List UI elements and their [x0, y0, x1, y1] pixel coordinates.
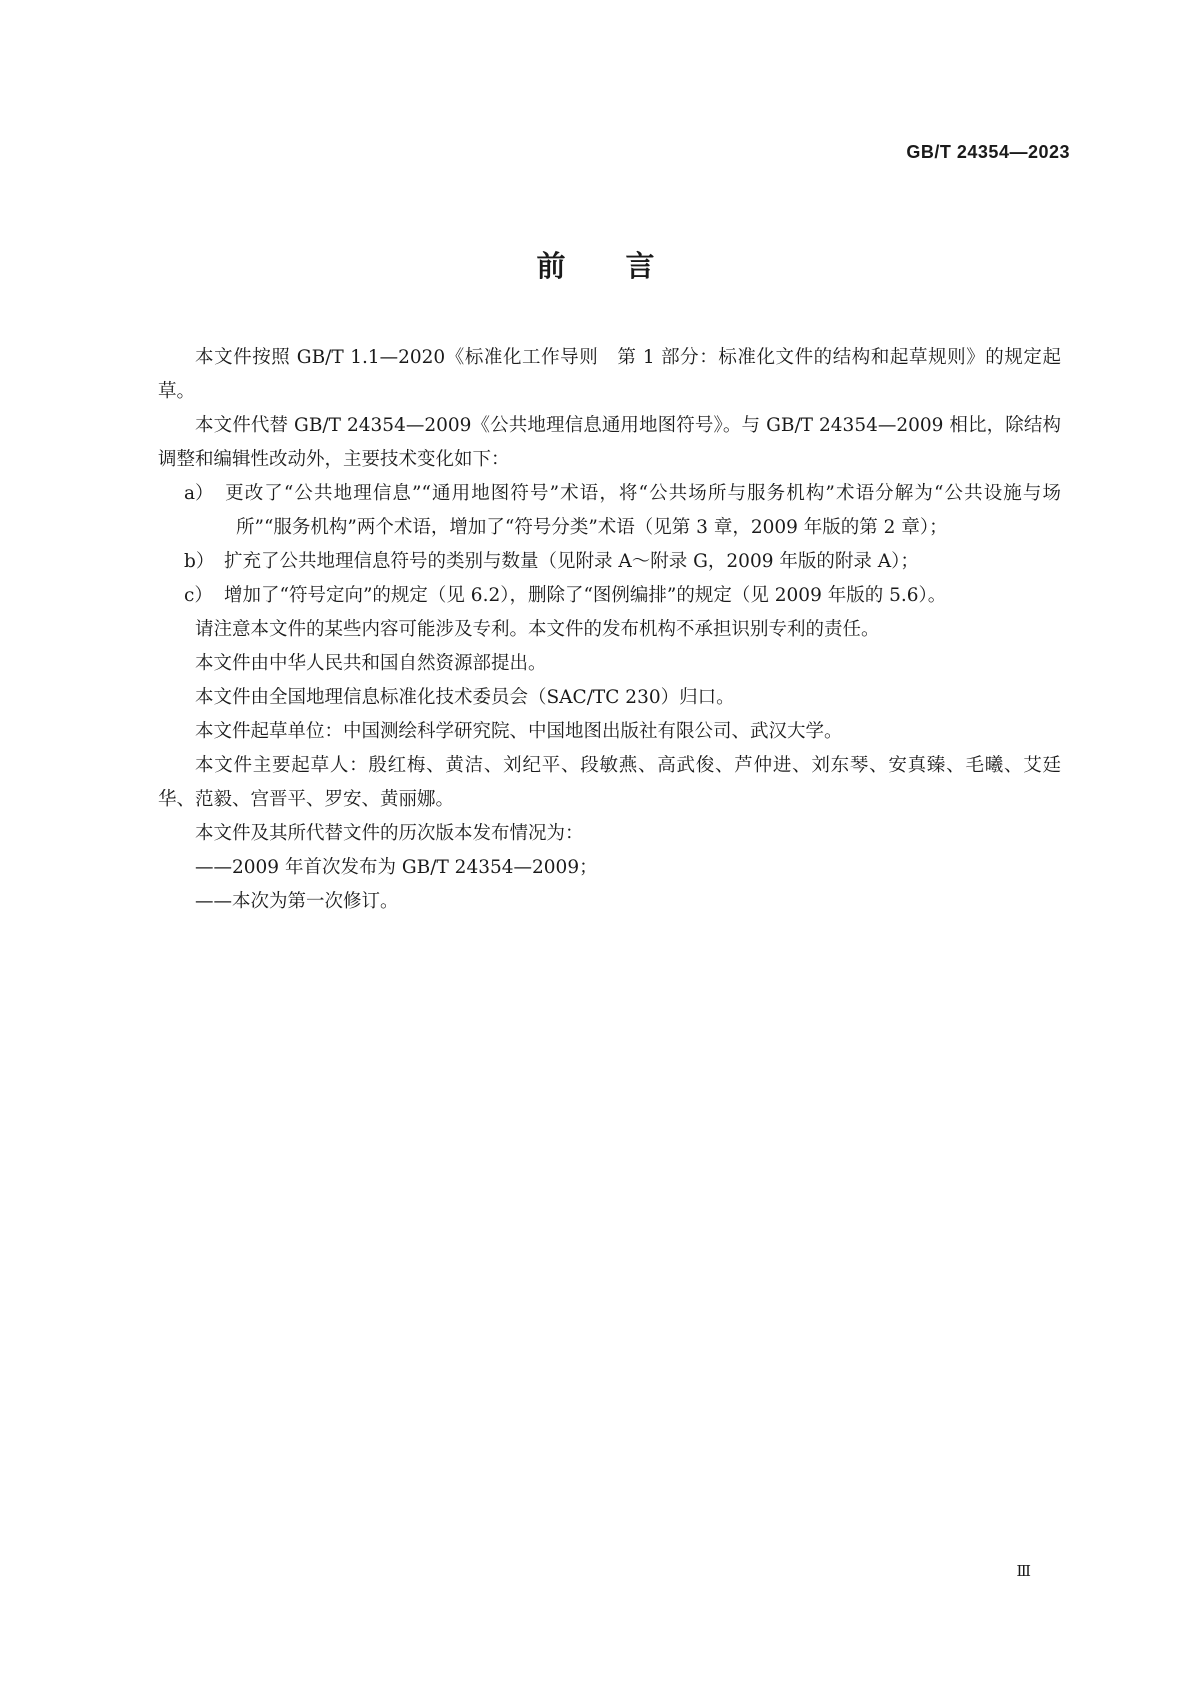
list-text-c: 增加了“符号定向”的规定（见 6.2），删除了“图例编排”的规定（见 2009 年版的 5.6）。	[224, 585, 947, 606]
paragraph-replacement: 本文件代替 GB/T 24354—2009《公共地理信息通用地图符号》。与 GB/T 24354—2009 相比，除结构调整和编辑性改动外，主要技术变化如下：	[158, 415, 1061, 470]
paragraph-patent-notice: 请注意本文件的某些内容可能涉及专利。本文件的发布机构不承担识别专利的责任。	[195, 619, 880, 640]
list-marker-c: c）	[184, 585, 213, 606]
list-marker-b: b）	[184, 551, 215, 572]
paragraph-drafting-units: 本文件起草单位：中国测绘科学研究院、中国地图出版社有限公司、武汉大学。	[195, 721, 843, 742]
paragraph-version-history: 本文件及其所代替文件的历次版本发布情况为：	[195, 823, 584, 844]
list-item-a	[184, 477, 1061, 545]
paragraph-drafters: 本文件主要起草人：殷红梅、黄洁、刘纪平、段敏燕、高武俊、芦仲进、刘东琴、安真臻、毛曦、艾廷华、范毅、宫晋平、罗安、黄丽娜。	[158, 755, 1061, 810]
paragraph-committee: 本文件由全国地理信息标准化技术委员会（SAC/TC 230）归口。	[195, 687, 735, 708]
list-item-c	[184, 579, 1061, 613]
list-text-b: 扩充了公共地理信息符号的类别与数量（见附录 A～附录 G，2009 年版的附录 A）；	[224, 551, 919, 572]
version-history-item-2: ——本次为第一次修订。	[195, 891, 399, 912]
list-item-b	[184, 545, 1061, 579]
list-text-a: 更改了“公共地理信息”“通用地图符号”术语，将“公共场所与服务机构”术语分解为“公共设施与场所”“服务机构”两个术语，增加了“符号分类”术语（见第 3 章，2009 年版的第 2 章）；	[224, 483, 1061, 538]
standard-code: GB/T 24354—2023	[906, 142, 1070, 162]
document-body	[158, 341, 1061, 919]
paragraph-drafting-rules: 本文件按照 GB/T 1.1—2020《标准化工作导则 第 1 部分：标准化文件的结构和起草规则》的规定起草。	[158, 347, 1061, 402]
list-marker-a: a）	[184, 483, 214, 504]
page-number: Ⅲ	[1016, 1562, 1031, 1580]
page-title: 前言	[536, 249, 715, 283]
version-history-item-1: ——2009 年首次发布为 GB/T 24354—2009；	[195, 857, 598, 878]
paragraph-proposer: 本文件由中华人民共和国自然资源部提出。	[195, 653, 547, 674]
